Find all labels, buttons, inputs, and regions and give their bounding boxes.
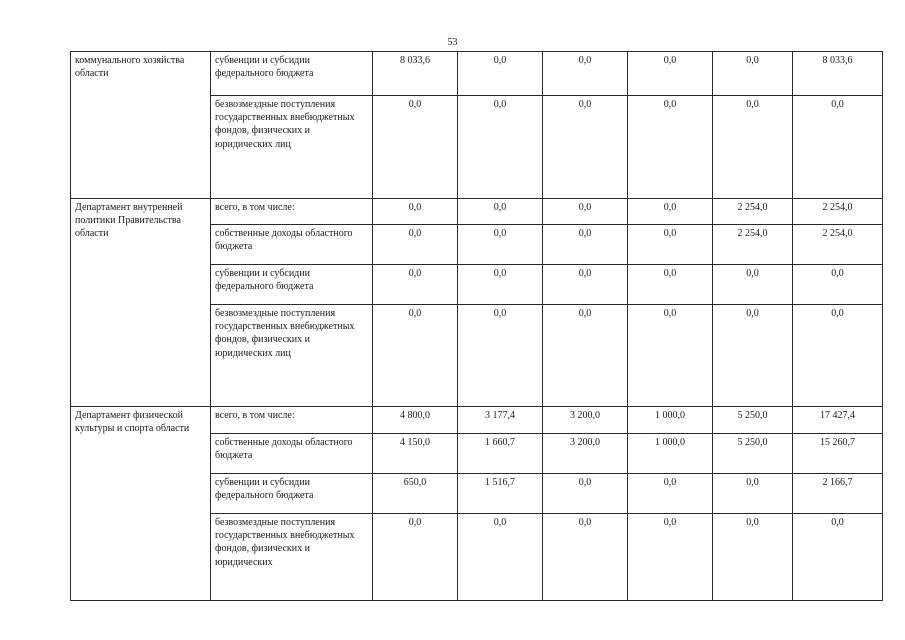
page-number: 53 bbox=[447, 37, 458, 48]
value-cell: 4 800,0 bbox=[373, 407, 458, 434]
value-cell: 2 254,0 bbox=[713, 199, 793, 225]
funding-type-cell: безвозмездные поступления государственных внебюджетных фондов, физических и юридических bbox=[211, 514, 373, 601]
value-cell: 0,0 bbox=[628, 52, 713, 96]
department-cell: коммунального хозяйства области bbox=[71, 52, 211, 199]
value-cell: 0,0 bbox=[713, 52, 793, 96]
value-cell: 8 033,6 bbox=[373, 52, 458, 96]
total-cell: 0,0 bbox=[793, 305, 883, 407]
funding-type-cell: собственные доходы областного бюджета bbox=[211, 225, 373, 265]
total-cell: 8 033,6 bbox=[793, 52, 883, 96]
value-cell: 650,0 bbox=[373, 474, 458, 514]
value-cell: 0,0 bbox=[458, 96, 543, 199]
value-cell: 0,0 bbox=[628, 514, 713, 601]
value-cell: 2 254,0 bbox=[713, 225, 793, 265]
value-cell: 5 250,0 bbox=[713, 434, 793, 474]
funding-type-cell: всего, в том числе: bbox=[211, 199, 373, 225]
value-cell: 0,0 bbox=[458, 225, 543, 265]
value-cell: 4 150,0 bbox=[373, 434, 458, 474]
value-cell: 0,0 bbox=[458, 514, 543, 601]
value-cell: 0,0 bbox=[458, 305, 543, 407]
value-cell: 0,0 bbox=[628, 225, 713, 265]
table-row bbox=[71, 407, 883, 434]
value-cell: 0,0 bbox=[373, 265, 458, 305]
value-cell: 0,0 bbox=[713, 474, 793, 514]
value-cell: 0,0 bbox=[713, 96, 793, 199]
value-cell: 0,0 bbox=[373, 225, 458, 265]
value-cell: 1 000,0 bbox=[628, 407, 713, 434]
total-cell: 0,0 bbox=[793, 96, 883, 199]
value-cell: 0,0 bbox=[543, 199, 628, 225]
total-cell: 0,0 bbox=[793, 514, 883, 601]
funding-type-cell: субвенции и субсидии федерального бюджета bbox=[211, 474, 373, 514]
department-cell: Департамент внутренней политики Правительства области bbox=[71, 199, 211, 407]
total-cell: 2 254,0 bbox=[793, 225, 883, 265]
funding-type-cell: собственные доходы областного бюджета bbox=[211, 434, 373, 474]
value-cell: 0,0 bbox=[543, 265, 628, 305]
value-cell: 1 000,0 bbox=[628, 434, 713, 474]
total-cell: 2 166,7 bbox=[793, 474, 883, 514]
value-cell: 5 250,0 bbox=[713, 407, 793, 434]
value-cell: 0,0 bbox=[373, 199, 458, 225]
table-row bbox=[71, 199, 883, 225]
value-cell: 0,0 bbox=[543, 52, 628, 96]
value-cell: 0,0 bbox=[373, 305, 458, 407]
value-cell: 3 200,0 bbox=[543, 407, 628, 434]
value-cell: 0,0 bbox=[458, 52, 543, 96]
value-cell: 0,0 bbox=[543, 305, 628, 407]
value-cell: 1 516,7 bbox=[458, 474, 543, 514]
value-cell: 0,0 bbox=[713, 265, 793, 305]
value-cell: 0,0 bbox=[628, 96, 713, 199]
value-cell: 0,0 bbox=[713, 305, 793, 407]
value-cell: 0,0 bbox=[628, 199, 713, 225]
funding-type-cell: безвозмездные поступления государственных внебюджетных фондов, физических и юридических лиц bbox=[211, 96, 373, 199]
funding-type-cell: безвозмездные поступления государственных внебюджетных фондов, физических и юридических лиц bbox=[211, 305, 373, 407]
value-cell: 0,0 bbox=[458, 265, 543, 305]
value-cell: 0,0 bbox=[628, 305, 713, 407]
funding-type-cell: субвенции и субсидии федерального бюджета bbox=[211, 52, 373, 96]
total-cell: 2 254,0 bbox=[793, 199, 883, 225]
value-cell: 3 177,4 bbox=[458, 407, 543, 434]
value-cell: 0,0 bbox=[458, 199, 543, 225]
total-cell: 17 427,4 bbox=[793, 407, 883, 434]
value-cell: 1 660,7 bbox=[458, 434, 543, 474]
value-cell: 0,0 bbox=[543, 96, 628, 199]
table-row bbox=[71, 52, 883, 96]
value-cell: 0,0 bbox=[628, 265, 713, 305]
department-cell: Департамент физической культуры и спорта области bbox=[71, 407, 211, 601]
value-cell: 0,0 bbox=[713, 514, 793, 601]
budget-table bbox=[70, 51, 883, 601]
total-cell: 0,0 bbox=[793, 265, 883, 305]
value-cell: 0,0 bbox=[628, 474, 713, 514]
funding-type-cell: всего, в том числе: bbox=[211, 407, 373, 434]
value-cell: 3 200,0 bbox=[543, 434, 628, 474]
total-cell: 15 260,7 bbox=[793, 434, 883, 474]
value-cell: 0,0 bbox=[543, 514, 628, 601]
value-cell: 0,0 bbox=[543, 225, 628, 265]
funding-type-cell: субвенции и субсидии федерального бюджета bbox=[211, 265, 373, 305]
value-cell: 0,0 bbox=[373, 514, 458, 601]
value-cell: 0,0 bbox=[543, 474, 628, 514]
value-cell: 0,0 bbox=[373, 96, 458, 199]
